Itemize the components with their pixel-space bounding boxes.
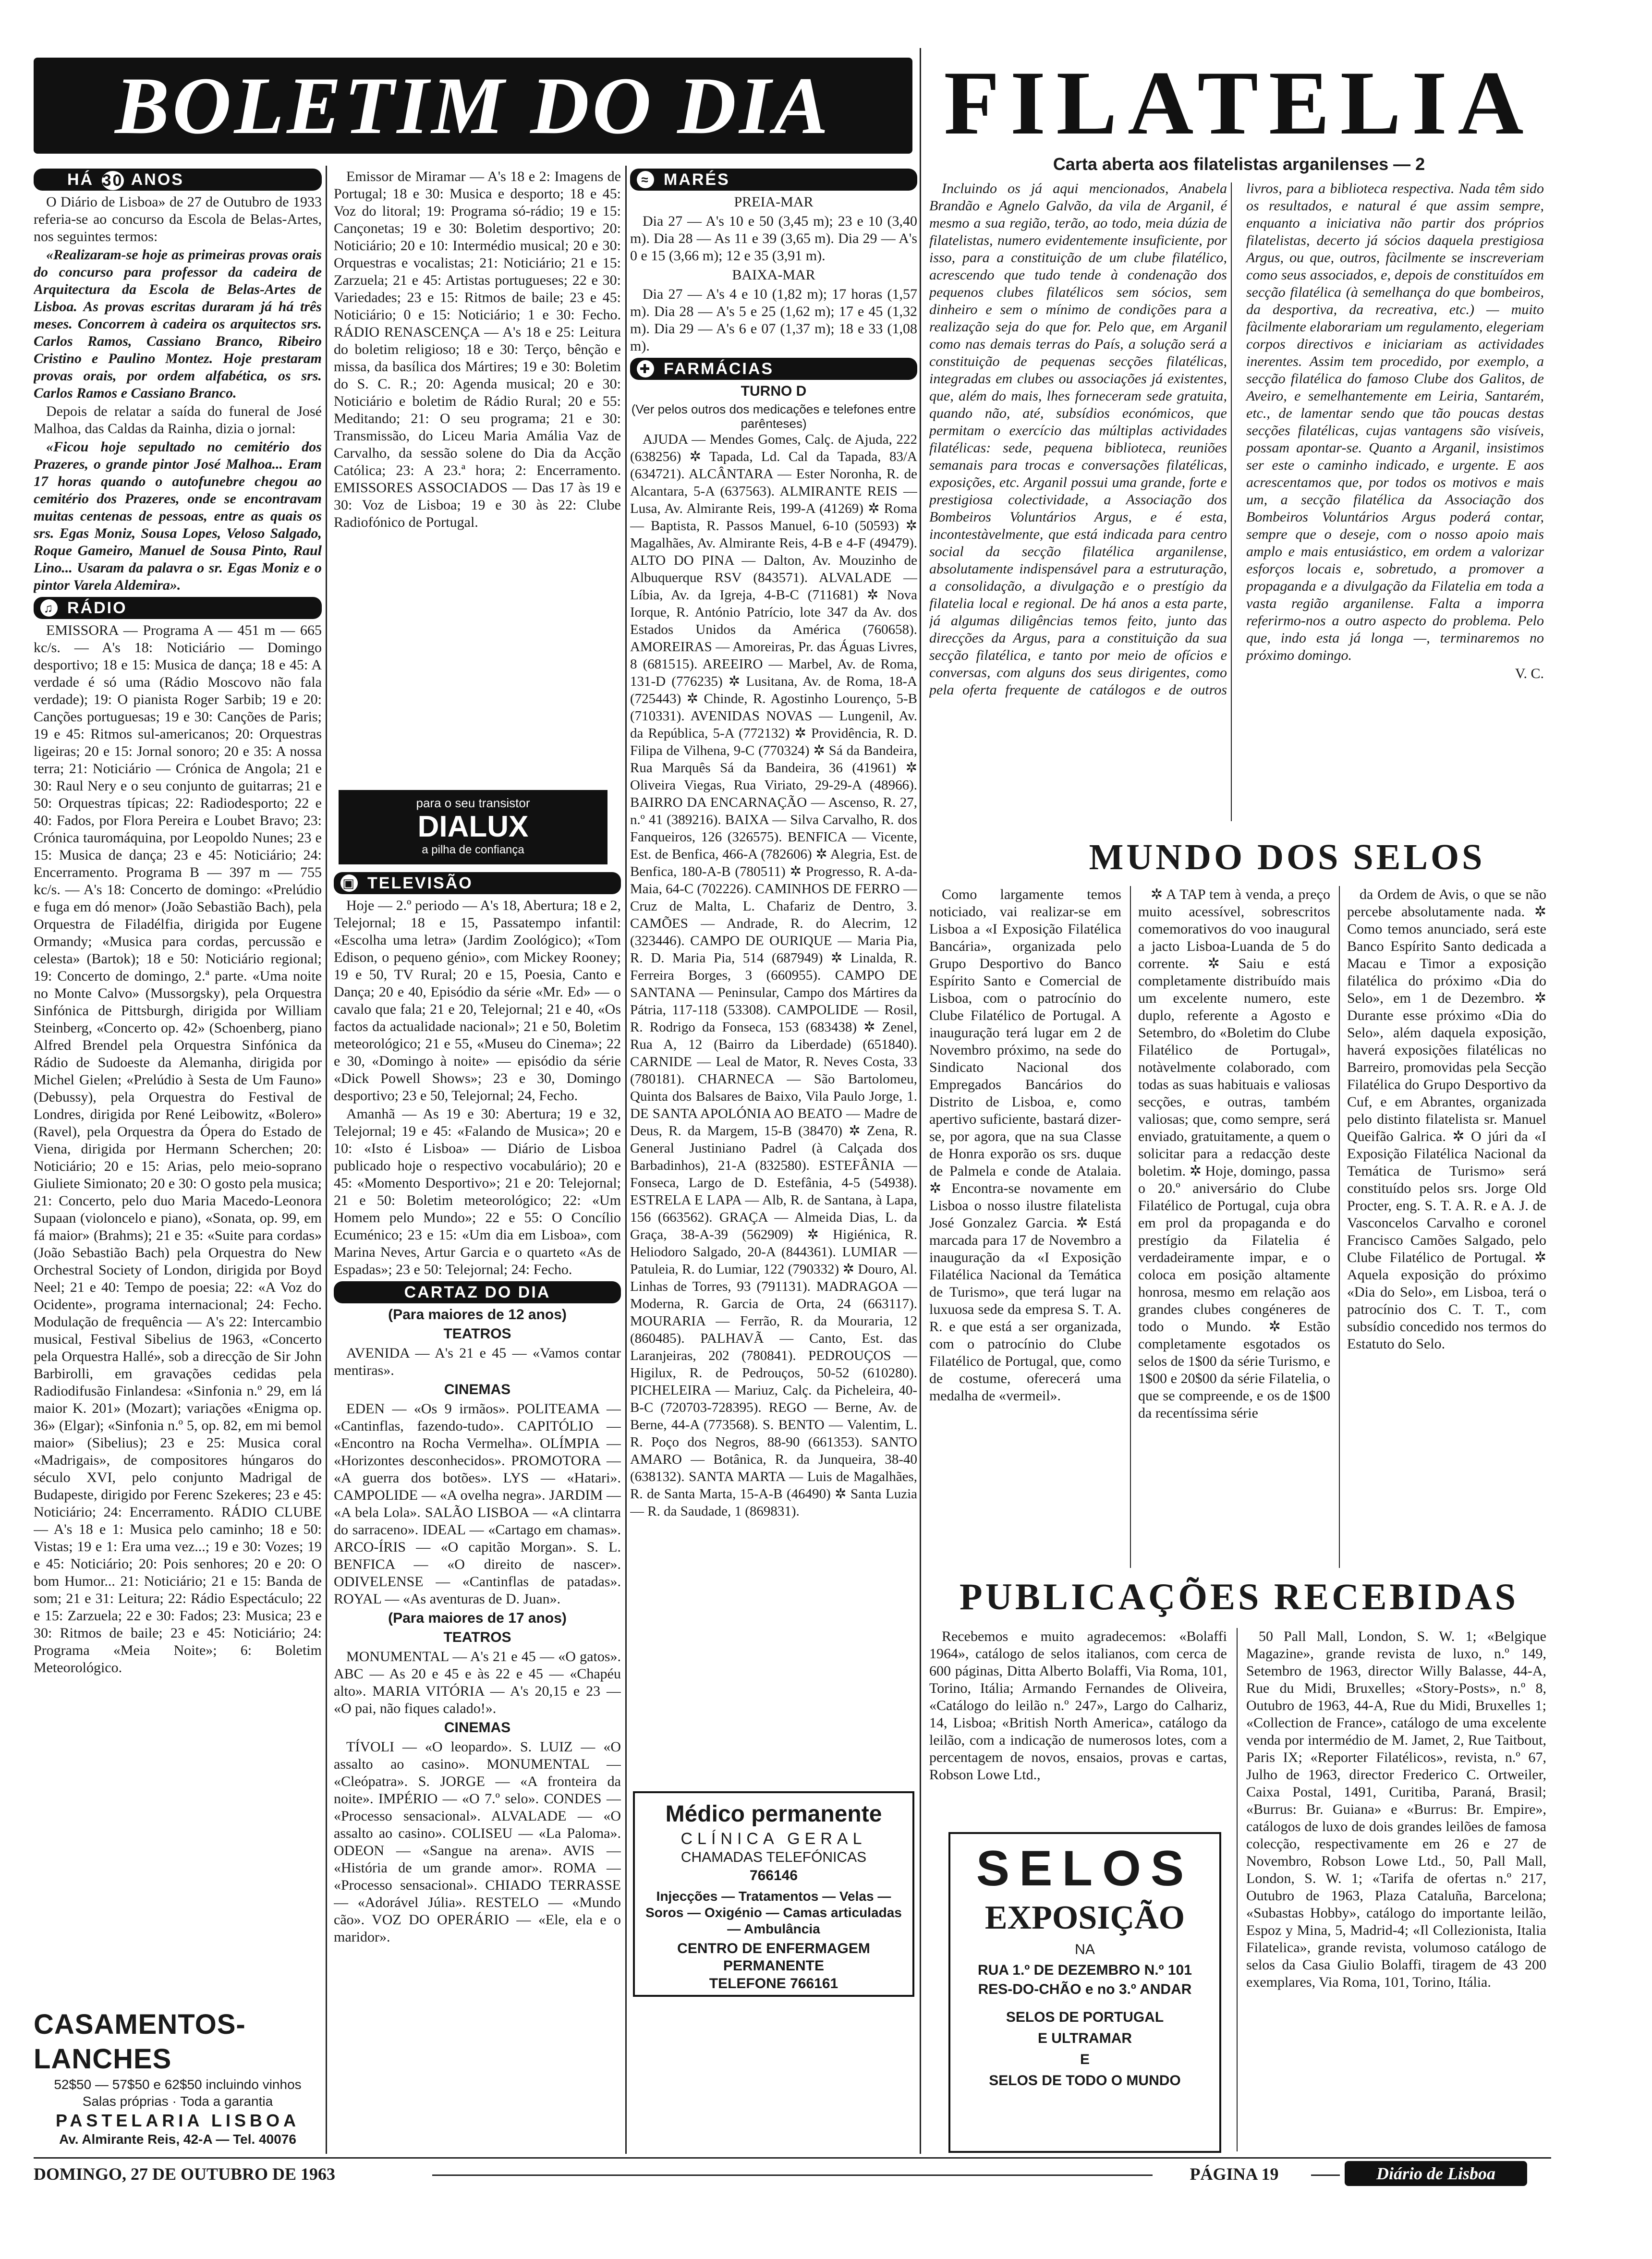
cartaz-teatros-list: MONUMENTAL — A's 21 e 45 — «O gatos». ABC — As 20 e 45 e às 22 e 45 — «Chapéu alto». MARIA VITÓRIA — A's 20,15 e 23 — «O pai, não fiques calado!». [334,1649,621,1716]
mundo-text: ✲ A TAP tem à venda, a preço muito acessível, sobrescritos comemorativos do voo inaugural a jacto Lisboa-Luanda de 5 do corrente. ✲ Saiu e está completamente distribuído mais um excelente numero, este duplo, referente a Agosto e Setembro, do «Boletim do Clube Filatélico de Portugal», notàvelmente colaborado, com todas as suas habituais e valiosas secções, e outras, também valiosas; que, como sempre, será enviado, gratuitamente, a quem o solicitar para a redacção deste boletim. ✲ Hoje, domingo, passa o 20.º aniversário do Clube Filatélico de Portugal, cuja obra em prol da propaganda e do prestígio da Filatelia é verdadeiramente impar, e o coloca em posição altamente honrosa, mesmo em relação aos grandes clubes congéneres de todo o Mundo. ✲ Estão completamente esgotados os selos de 1$00 da série Turismo, e 1$00 e 20$00 da série Filatelia, o que se compreende, e os de 1$00 da recentíssima série [1138,887,1330,1421]
mares-preia-text: Dia 27 — A's 10 e 50 (3,45 m); 23 e 10 (3,40 m). Dia 28 — As 11 e 39 (3,65 m). Dia 29 — A's 0 e 15 (3,66 m); 12 e 35 (3,91 m). [630,213,917,264]
casamentos-ad [34,2007,322,2151]
carta-aberta [929,180,1544,824]
farmacias-note: (Ver pelos outros dos medicações e telefones entre parênteses) [631,402,916,431]
pharmacy-icon: ✚ [637,360,654,377]
cartaz-cinemas-list: TÍVOLI — «O leopardo». S. LUIZ — «O assalto ao casino». MONUMENTAL — «Cleópatra». S. JORGE — «A fronteira da noite». IMPÉRIO — «O 7.º selo». CONDES — «Processo sensacional». ALVALADE — «O assalto ao casino». COLISEU — «La Paloma». ODEON — «Sangue na arena». AVIS — «História de um grande amor». ROMA — «Processo sensacional». CHIADO TERRASSE — «Adorável Júlia». RESTELO — «Mundo cão». VOZ DO OPERÁRIO — «Ele, ela e o maridor». [334,1739,621,1945]
radio-icon: ♫ [40,599,58,617]
farmacias-header: ✚ FARMÁCIAS [630,358,917,380]
tv-icon: ▣ [340,874,358,892]
radio-listing: EMISSORA — Programa A — 451 m — 665 kc/s. — A's 18: Noticiário — Domingo desportivo; 18 e 15: Musica de dança; 18 e 45: A verdade é só uma (Rádio Moscovo não fala verdade); 19: O pianista Roger Sarbib; 19 e 20: Canções portuguesas; 19 e 30: Canções de Paris; 19 e 45: Ritmos sul-americanos; 20: Orquestras ligeiras; 20 e 15: Jornal sonoro; 20 e 35: A nossa terra; 21: Noticiário — Crónica de Angola; 21 e 30: Raul Nery e o seu conjunto de guitarras; 21 e 50: Orquestras típicas; 22: Radiodesporto; 22 e 40: Fados, por Flora Pereira e Loubet Bravo; 23: Crónica tauromáquina, por Leopoldo Nunes; 23 e 15: Musica de dança; 23 e 45: Noticiário; 24: Encerramento. Programa B — 397 m — 755 kc/s. — A's 18: Concerto de domingo: «Prelúdio e fuga em dó menor» (João Sebastião Bach), pela Orquestra de Filadélfia, dirigida por Eugene Ormandy; «Musica para cordas, percussão e celesta» (Bartok); 18 e 50: Noticiário regional; 19: Concerto de domingo, 2.ª parte. «Uma noite no Monte Calvo» (Mussorgsky), pela Orquestra Sinfónica de Pittsburgh, dirigida por William Steinberg, «Concerto op. 42» (Schoenberg, piano Alfred Brendel pela Orquestra Sinfónica da Rádio de Sudoeste da Alemanha, dirigida por Michel Gielen; «Prelúdio à Sesta de Um Fauno» (Debussy), pela Orquestra do Festival de Londres, dirigida por René Leibowitz, «Bolero» (Ravel), pela Orquestra da Ópera do Estado de Viena, dirigida por Hermann Scherchen; 20: Noticiário; 20 e 15: Arias, pelo meio-soprano Giuliete Simionato; 20 e 30: O gosto pela musica; 21: Concerto, pelo duo Maria Macedo-Leonora Supaan (violoncelo e piano), «Sonata, op. 99, em fá maior» (Brahms); 21 e 35: «Suite para cordas» (João Sebastião Bach) pela Orquestra do New Orchestral Society of London, dirigida por Boyd Neel; 21 e 40: Tempo de poesia; 22: «A Voz do Ocidente», programa internacional; 24: Fecho. Modulação de frequência — A's 22: Intercambio musical, Festival Sibelius de 1963, «Concerto pela Orquestra Hallé», sob a direcção de Sir John Barbirolli, em gravações cedidas pela Radiodifusão Finlandesa: «Sinfonia n.º 29, em lá maior K. 201» (Mozart); variações «Enigma op. 36» (Elgar); «Sinfonia n.º 5, op. 82, em mi bemol maior» (Sibelius); 23 e 25: Musica coral «Madrigais», de compositores húngaros do século XVI, pelo conjunto Madrigal de Budapeste, dirigido por Ferenc Szekeres; 23 e 45: Noticiário; 24: Encerramento. RÁDIO CLUBE — A's 18 e 1: Musica pelo caminho; 18 e 50: Vistas; 19 e 1: Era uma vez...; 19 e 30: Vozes; 19 e 45: Noticiário; 20: Pois senhores; 20 e 20: O bom Humor... 21: Noticiário; 21 e 15: Banda de som; 21 e 31: Leitura; 22: Rádio Espectáculo; 22 e 15: Zarzuela; 22 e 30: Fados; 23: Musica; 23 e 30: Ritmos de baile; 23 e 45: Noticiário; 24: Programa «Meia Noite»; 6: Boletim Meteorológico. [34,622,322,1676]
column-2-lower [334,869,621,2156]
medico-phone1: 766146 [749,1868,798,1883]
medico-services: Injecções — Tratamentos — Velas — Soros — Oxigénio — Camas articuladas — Ambulância [645,1889,902,1936]
ha30anos-quote: «Ficou hoje sepultado no cemitério dos Prazeres, o grande pintor José Malhoa... Eram 17 horas quando o autofunebre chegou ao cemitério dos Prazeres, onde se encontravam muitas centenas de pessoas, entre as quais os srs. Egas Moniz, Sousa Lopes, Veloso Salgado, Roque Gameiro, Manuel de Sousa Pinto, Raul Lino... Usaram da palavra o sr. Egas Moniz e o pintor Varela Aldemira». [34,439,322,593]
medico-phone2: TELEFONE 766161 [709,1976,838,1992]
column-3 [630,166,917,1784]
ha30anos-header: HÁ 30 ANOS [34,169,322,191]
footer-date: DOMINGO, 27 DE OUTUBRO DE 1963 [34,2164,336,2184]
cartaz-para12: (Para maiores de 12 anos) [388,1307,567,1323]
farmacias-turno: TURNO D [741,383,807,399]
mundo-text: da Ordem de Avis, o que se não percebe absolutamente nada. ✲ Como temos anunciado, será este Banco Espírito Santo dedicada a Macau e Timor a exposição filatélica do próximo «Dia do Selo», em 1 de Dezembro. ✲ Durante esse próximo «Dia do Selo», além daquela exposição, haverá exposições filatélicas no Barreiro, promovidas pela Secção Filatélica do Grupo Desportivo da Cuf, e em Abrantes, organizada pelo distinto filatelista sr. Manuel Queifão Galrica. ✲ O júri da «I Exposição Filatélica Nacional da Temática de Turismo» será constituído pelos srs. Jorge Old Procter, eng. S. T. A. R. e A. J. de Vasconcelos Carvalho e coronel Francisco Camões Salgado, pelo Clube Filatélico de Portugal. ✲ Aquela exposição do próximo «Dia do Selo», em Lisboa, terá o patrocínio dos C. T. T., com subsídio concedido nos termos do Estatuto do Selo. [1347,887,1546,1352]
wave-icon: ≈ [637,171,654,188]
mundo-title: MUNDO DOS SELOS [1089,837,1485,877]
cartaz-header: CARTAZ DO DIA [334,1281,621,1303]
mundo-col-1 [929,886,1121,1568]
carta-sign: V. C. [1515,666,1544,681]
boletim-title: BOLETIM DO DIA [115,61,831,151]
boletim-banner [34,58,912,154]
televisao-header: ▣ TELEVISÃO [334,872,621,894]
radio-header: ♫ RÁDIO [34,597,322,619]
footer-line [1311,2174,1340,2176]
selos-ad [948,1832,1221,2153]
cartaz-para17: (Para maiores de 17 anos) [388,1610,567,1626]
cartaz-teatros-list: AVENIDA — A's 21 e 45 — «Vamos contar mentiras». [334,1345,621,1378]
selos-na: NA [1075,1942,1095,1957]
footer-page: PÁGINA 19 [1190,2164,1279,2184]
cartaz-cinemas-17: CINEMAS [444,1720,511,1736]
selos-exposicao: EXPOSIÇÃO [984,1899,1185,1936]
mares-baixa-text: Dia 27 — A's 4 e 10 (1,82 m); 17 horas (1,57 m). Dia 28 — A's 5 e 25 (1,62 m); 17 e 45 (1,32 m). Dia 29 — A's 6 e 07 (1,37 m); 18 e 33 (1,08 m). [630,286,917,354]
footer-paper-logo: Diário de Lisboa [1345,2161,1527,2186]
publicacoes-text: Recebemos e muito agradecemos: «Bolaffi 1964», catálogo de selos italianos, com cerca de 600 páginas, Ditta Alberto Bolaffi, Via Roma, 101, Torino, Itália; Armando Fernandes de Oliveira, «Catálogo do leilão n.º 247», Largo do Calhariz, 14, Lisboa; «British North America», catálogo da leilão, com a indicação de numerosos lotes, com a percentagem de novos, ensaios, provas e cartas, Robson Lowe Ltd., [929,1628,1227,1783]
dialux-ad [339,790,607,864]
selos-address2: RES-DO-CHÃO e no 3.º ANDAR [978,1981,1192,1997]
medico-clinica: CLÍNICA GERAL [680,1830,867,1848]
ha30anos-paragraph: O Diário de Lisboa» de 27 de Outubro de 1933 referia-se ao concurso da Escola de Belas-Artes, nos seguintes termos: [34,194,322,244]
medico-chamadas: CHAMADAS TELEFÓNICAS [680,1849,867,1865]
cartaz-cinemas-list: EDEN — «Os 9 irmãos». POLITEAMA — «Cantinflas, fazendo-tudo». CAPITÓLIO — «Encontro na Rocha Vermelha». OLÍMPIA — «Horizontes desconhecidos». PROMOTORA — «A guerra dos botões». LYS — «Hatari». CAMPOLIDE — «A ovelha negra». JARDIM — «A bela Lola». SALÃO LISBOA — «A clintarra do sarraceno». IDEAL — «Cartago em chamas». ARCO-ÍRIS — «O capitão Morgan». S. L. BENFICA — «O direito de nascer». ODIVELENSE — «Cantinflas de patadas». ROYAL — «As aventuras de D. Juan». [334,1401,621,1607]
cartaz-teatros-17: TEATROS [443,1629,511,1645]
mares-preia: PREIA-MAR [734,194,814,210]
televisao-amanha: Amanhã — As 19 e 30: Abertura; 19 e 32, Telejornal; 19 e 45: «Falando de Musica»; 20 e 10: «Isto é Lisboa» — Diário de Lisboa publicado hoje o respectivo vocabulário); 20 e 45: «Momento Desportivo»; 21 e 20: Telejornal; 21 e 50: Boletim meteorológico; 22: «Um Homem pelo Mundo»; 22 e 55: O Concílio Ecuménico; 23 e 15: «Um dia em Lisboa», com Marina Neves, Artur Garcia e o quarteto «As de Espadas»; 23 e 50: Telejornal; 24: Fecho. [334,1106,621,1277]
footer-line [432,2174,1153,2176]
selos-title: SELOS [976,1841,1194,1896]
selos-l3: E [1080,2052,1090,2067]
ha30anos-number: 30 [102,171,123,190]
dialux-top: para o seu transistor [416,796,530,810]
selos-l1: SELOS DE PORTUGAL [1006,2009,1164,2025]
medico-title: Médico permanente [665,1801,882,1827]
radio-cont-listing: Emissor de Miramar — A's 18 e 2: Imagens de Portugal; 18 e 30: Musica e desporto; 18 e 45: Voz do litoral; 19: Programa só-rádio; 19 e 15: Cançonetas; 19 e 30: Boletim desportivo; 20: Noticiário; 20 e 10: Intermédio musical; 20 e 30: Orquestras e vocalistas; 21: Noticiário; 21 e 15: Zarzuela; 21 e 45: Artistas portugueses; 22 e 30: Variedades; 23 e 15: Ritmos de baile; 23 e 45: Noticiário; 0 e 15: Noticiário; 1 e 30: Fecho. RÁDIO RENASCENÇA — A's 18 e 25: Leitura do boletim religioso; 18 e 30: Terço, bênção e missa, da basílica dos Mártires; 19 e 30: Boletim do S. C. R.; 20: Agenda musical; 20 e 30: Noticiário e boletim de Rádio Rural; 20 e 55: Meditando; 21: O seu programa; 21 e 30: Transmissão, do Liceu Maria Amália Vaz de Carvalho, da sessão solene do Dia da Acção Católica; 23: A 23.ª hora; 2: Encerramento. EMISSORES ASSOCIADOS — Das 17 às 19 e 30: Voz de Lisboa; 19 e 30 às 22: Clube Radiofónico de Portugal. [334,169,621,530]
column-2 [334,168,621,783]
medico-ad [633,1791,914,1997]
publicacoes-text: 50 Pall Mall, London, S. W. 1; «Belgique Magazine», grande revista de luxo, n.º 149, Setembro de 1963, director Willy Balasse, 44-A, Rue du Midi, Bruxelles; «Story-Posts», n.º 8, Outubro de 1963, 44-A, Rue du Midi, Bruxelles 1; «Collection de France», catálogo de uma excelente venda por intermédio de M. Jamet, 2, Rue Taitbout, Paris IX; «Reporter Filatélicos», revista, n.º 67, Julho de 1963, director Frederico C. Ortweiler, Caixa Postal, 1491, Curitiba, Paraná, Brasil; «Burrus: Br. Guiana» e «Burrus: Br. Empire», catálogos de luxo de dois grandes leilões de famosa colecção, respectivamente em 26 e 27 de Novembro, Robson Lowe Ltd., 50, Pall Mall, London, S. W. 1; «Tarifa de ofertas n.º 217, Outubro de 1963, Plaza Cataluña, Barcelona; «Subastas Hobby», catálogo do importante leilão, Espoz y Mina, 5, Madrid-4; «Il Collezionista, Italia Filatelica», grande revista, volumoso catálogo de selos da Casa Giulio Bolaffi, tiragem de 43 200 exemplares, Via Roma, 101, Torino, Itália. [1246,1628,1546,1990]
selos-address1: RUA 1.º DE DEZEMBRO N.º 101 [978,1962,1192,1978]
televisao-hoje: Hoje — 2.º periodo — A's 18, Abertura; 18 e 2, Telejornal; 18 e 15, Passatempo infantil: «Escolha uma letra» (Jardim Zoológico); «Tom Edison, o pequeno génio», com Mickey Rooney; 19 e 50, TV Rural; 20 e 15, Poesia, Canto e Dança; 20 e 40, Episódio da série «Mr. Ed» — o cavalo que fala; 21 e 20, Telejornal; 21 e 40, «Os factos da actualidade nacional»; 21 e 50, Boletim meteorológico; 21 e 55, «Museu do Cinema»; 22 e 30, «Domingo à noite» — episódio da série «Dick Powell Shows»; 23 e 30, Domingo desportivo; 23 e 50, Telejornal; 24, Fecho. [334,898,621,1104]
publicacoes-col-2 [1246,1628,1546,2151]
mundo-col-2 [1138,886,1330,1568]
farmacias-list: AJUDA — Mendes Gomes, Calç. de Ajuda, 222 (638256) ✲ Tapada, Ld. Cal da Tapada, 83/A (634721). ALCÂNTARA — Ester Noronha, R. de Alcantara, 5-A (637563). ALMIRANTE REIS — Lusa, Av. Almirante Reis, 199-A (41269) ✲ Roma — Baptista, R. Passos Manuel, 6-10 (50593) ✲ Magalhães, Av. Almirante Reis, 4-B e 4-F (49479). ALTO DO PINA — Dalton, Av. Mouzinho de Albuquerque RSV (843571). ALVALADE — Líbia, Av. da Igreja, 4-B-C (711681) ✲ Nova Iorque, R. António Patrício, lote 347 da Av. dos Estados Unidos da América (760658). AMOREIRAS — Amoreiras, Pr. das Águas Livres, 8 (681515). AREEIRO — Marbel, Av. de Roma, 131-D (776235) ✲ Lusitana, Av. de Roma, 18-A (725443) ✲ Chinde, R. Agostinho Lourenço, 5-B (710331). AVENIDAS NOVAS — Lungenil, Av. da República, 5-A (772132) ✲ Providência, R. D. Filipa de Vilhena, 9-C (770324) ✲ Sá da Bandeira, Rua Marquês Sá da Bandeira, 36 (41961) ✲ Oliveira Viegas, Rua Viriato, 29-29-A (48966). BAIRRO DA ENCARNAÇÃO — Ascenso, R. 27, n.º 41 (389216). BAIXA — Silva Carvalho, R. dos Fanqueiros, 126 (326575). BENFICA — Vicente, Est. de Benfica, 466-A (782606) ✲ Alegria, Est. de Benfica, 180-A-B (780511) ✲ Progresso, R. A-da-Maia, 64-C (702226). CAMINHOS DE FERRO — Cruz de Malta, L. Chafariz de Dentro, 3. CAMÕES — Andrade, R. do Alecrim, 12 (323446). CAMPO DE OURIQUE — Maria Pia, R. D. Maria Pia, 514 (687949) ✲ Linalda, R. Ferreira Borges, 3 (660955). CAMPO DE SANTANA — Peninsular, Campo dos Mártires da Pátria, 117-118 (53308). CAMPOLIDE — Rosil, R. Rodrigo da Fonseca, 153 (683438) ✲ Zenel, Rua A, 12 (Bairro da Liberdade) (651840). CARNIDE — Leal de Mator, R. Neves Costa, 33 (780181). CHARNECA — São Bartolomeu, Quinta dos Balsares de Baixo, Vila Paulo Jorge, 1. DE SANTA APOLÓNIA AO BEATO — Madre de Deus, R. da Margem, 15-B (38470) ✲ Zena, R. General Justiniano Padrel (à Calçada dos Barbadinhos), 21-A (832580). ESTEFÂNIA — Fonseca, Largo de D. Estefânia, 4-5 (54938). ESTRELA E LAPA — Alb, R. de Santana, à Lapa, 156 (663562). GRAÇA — Almeida Dias, L. da Graça, 38-A-39 (562909) ✲ Higiénica, R. Heliodoro Salgado, 20-A (844361). LUMIAR — Patuleia, R. do Lumiar, 122 (790332) ✲ Douro, Al. Linhas de Torres, 93 (791131). MADRAGOA — Moderna, R. Garcia de Orta, 24 (663117). MOURARIA — Ferrão, R. da Mouraria, 12 (860485). PALHAVÃ — Canto, Est. das Laranjeiras, 202 (780841). PEDROUÇOS — Higilux, R. de Pedrouços, 50-52 (610280). PICHELEIRA — Mariuz, Calç. da Picheleira, 40-B-C (720703-728395). REGO — Berne, Av. de Berne, 44-A (773568). S. BENTO — Valentim, L. R. Poço dos Negros, 88-90 (661353). SANTO AMARO — Botânica, R. da Junqueira, 38-40 (638132). SANTA MARTA — Luis de Magalhães, R. de Santa Marta, 15-A-B (46490) ✲ Santa Luzia — R. da Saudade, 1 (869831). [630,432,917,1519]
filatelia-title: FILATELIA [944,53,1534,154]
casamentos-address: Av. Almirante Reis, 42-A — Tel. 40076 [59,2132,296,2147]
dialux-brand: DIALUX [417,810,529,843]
mundo-text: Como largamente temos noticiado, vai realizar-se em Lisboa a «I Exposição Filatélica Bancária», organizada pelo Grupo Desportivo do Banco Espírito Santo e Comercial de Lisboa, com o patrocínio do Clube Filatélico de Portugal. A inauguração terá lugar em 2 de Novembro próximo, na sede do Sindicato Nacional dos Empregados Bancários do Distrito de Lisboa, e, como apertivo suficiente, bastará dizer-se, por agora, que na sua Classe de Honra exporão os srs. duque de Palmela e conde de Atalaia. ✲ Encontra-se novamente em Lisboa o nosso ilustre filatelista José Gonzalez Garcia. ✲ Está marcada para 17 de Novembro a inauguração da «I Exposição Filatélica Nacional da Temática de Turismo», que terá lugar na luxuosa sede da empresa S. T. A. R. e que está a ser organizada, com o patrocínio do Clube Filatélico de Portugal, que, como de costume, oferecerá uma medalha de «vermeil». [929,887,1121,1404]
publicacoes-title: PUBLICAÇÕES RECEBIDAS [959,1576,1519,1617]
dialux-bottom: a pilha de confiança [422,843,524,856]
casamentos-name: PASTELARIA LISBOA [55,2111,300,2130]
ha30anos-quote: «Realizaram-se hoje as primeiras provas orais do concurso para professor da cadeira de Arquitectura da Escola de Belas-Artes de Lisboa. As provas escritas duraram já há três meses. Concorrem à cadeira os arquitectos srs. Carlos Ramos, Cassiano Branco, Ribeiro Cristino e Paulino Montez. Hoje prestaram provas orais, por ordem alfabética, os srs. Carlos Ramos e Cassiano Branco. [34,247,322,401]
carta-text: Incluindo os já aqui mencionados, Anabela Brandão e Agnelo Galvão, da vila de Arganil, é mesmo a sua região, terão, ao todo, meia dúzia de filatelistas, numero evidentemente insuficiente, por isso, para a constituição de um clube filatélico, acrescendo que tudo tende à condenação dos pequenos clubes filatélicos sem sócios, sem dinheiro e sem o mínimo de condições para a realização seja do que for. Pelo que, em Arganil como nas demais terras do País, a solução será a constituição de pequenas secções filatélicas, integradas em clubes ou associações já existentes, que, além do mais, lhes forneceram sede gratuita, quando não, até, subsídios económicos, que permitam o exercício das múltiplas actividades filatélicas: sede, pequena biblioteca, reuniões semanais para trocas e conversações filatélicas, exposições, etc. Arganil possui uma grande, forte e prestigiosa colectividade, a Associação dos Bombeiros Voluntários Argus, e é esta, incontestàvelmente, que está indicada para centro social da secção filatélica arganilense, absolutamente indispensável para a estruturação, a consolidação, a divulgação e o prestígio da filatelia local e regional. De há anos a esta parte, já algumas diligências temos feito, junto das direcções da Argus, para a constituição da sua secção filatélica, e tanto por meio de ofícios e conversas, com alguns dos seus dirigentes, como pela oferta frequente de catálogos e de outros livros, para a biblioteca respectiva. Nada têm sido os resultados, e natural é que assim sempre, enquanto a iniciativa não partir dos próprios filatelistas, decerto já sócios daquela prestigiosa Argus, ou que, outros, fàcilmente se inscreveriam como seus associados, e, depois de constituídos em secção filatélica (à semelhança do que bombeiros, da desportiva, da recreativa, etc.) — muito fàcilmente elaborariam um regulamento, elegeriam corpos directivos e iniciariam as actividades inerentes. Assim tem procedido, por exemplo, a secção filatélica do famoso Clube dos Galitos, de Aveiro, e semelhantemente em Leiria, Santarém, etc., de lamentar sendo que tão poucas destas secções filatélicas, cujas vantagens são visíveis, possam apontar-se. Quanto a Arganil, insistimos ser este o caminho indicado, e urgente. E aos acrescentamos que, por todos os motivos e mais um, a secção filatélica da Associação dos Bombeiros Voluntários Argus poderá contar, sempre que o deseje, com o nosso apoio mais amplo e mais entusiástico, em ordem a valorizar esforços locais e, sobretudo, a promover a propaganda e a divulgação da Filatelia em toda a vasta região arganilense. Falta a imporra referirmo-nos a outro aspecto do problema. Pelo que, indo esta já longa —, terminaremos no próximo domingo. [929,181,1544,698]
casamentos-line2: Salas próprias · Toda a garantia [82,2094,273,2109]
cartaz-teatros-12: TEATROS [443,1326,511,1342]
casamentos-title: CASAMENTOS-LANCHES [34,2009,246,2075]
filatelia-subtitle: Carta aberta aos filatelistas arganilenses — 2 [1053,154,1425,174]
publicacoes-col-1 [929,1628,1227,1830]
selos-l4: SELOS DE TODO O MUNDO [989,2073,1181,2089]
ha30anos-paragraph: Depois de relatar a saída do funeral de José Malhoa, das Caldas da Rainha, dizia o jornal: [34,403,322,437]
mundo-col-3 [1347,886,1546,1568]
medico-centro: CENTRO DE ENFERMAGEM PERMANENTE [677,1941,870,1974]
casamentos-prices: 52$50 — 57$50 e 62$50 incluindo vinhos [54,2077,302,2092]
selos-l2: E ULTRAMAR [1037,2030,1132,2046]
cartaz-cinemas-12: CINEMAS [444,1382,511,1397]
mares-header: ≈ MARÉS [630,169,917,191]
mares-baixa: BAIXA-MAR [732,267,815,283]
column-1 [34,166,322,2156]
